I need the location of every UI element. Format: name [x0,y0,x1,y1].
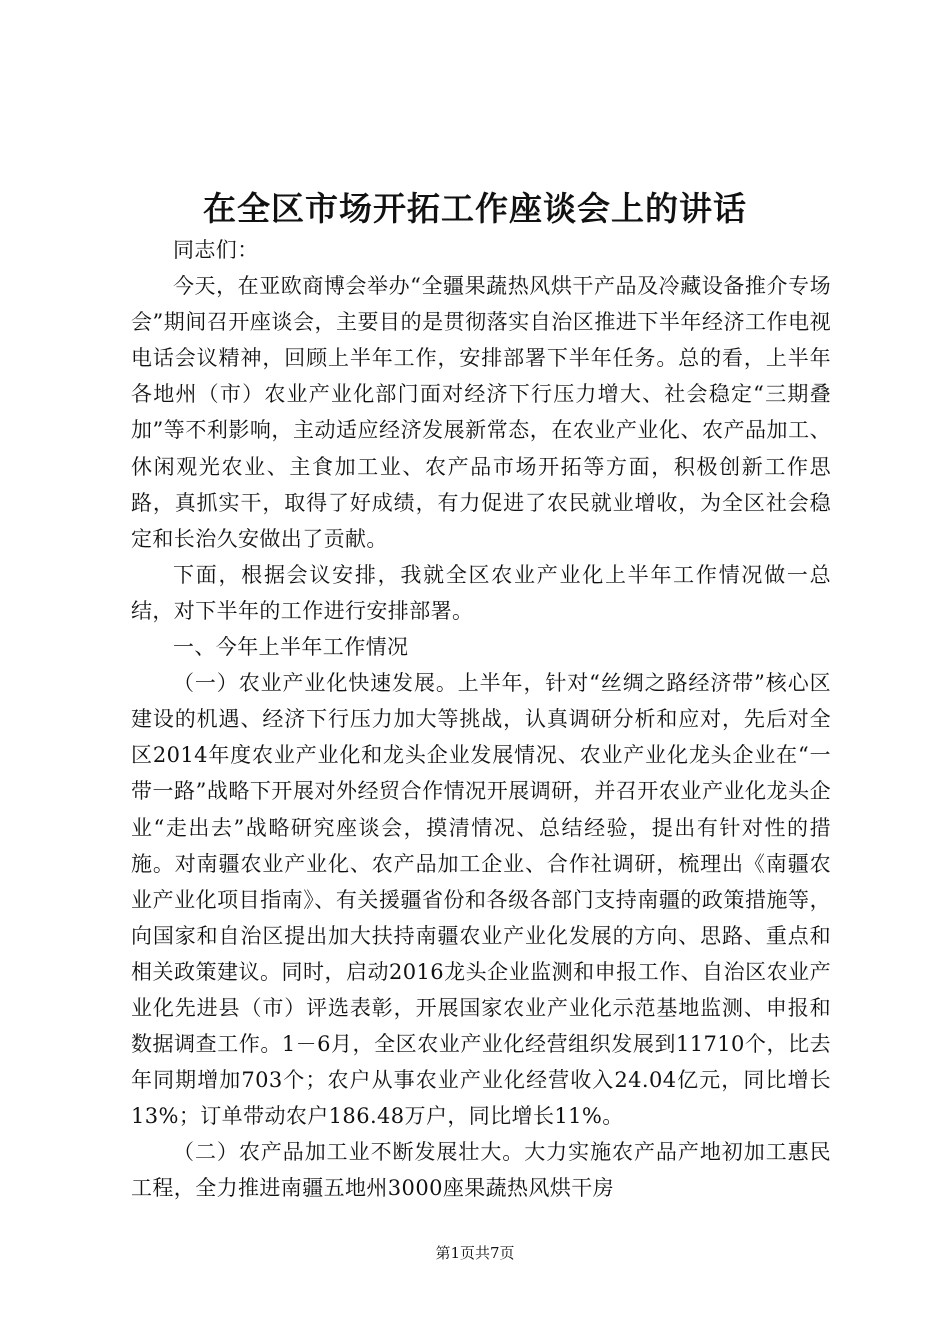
paragraph-subsection-2: （二）农产品加工业不断发展壮大。大力实施农产品产地初加工惠民工程，全力推进南疆五地州3000座果蔬热风烘干房 [131,1140,831,1201]
document-body [131,232,831,1207]
page-number: 第1页 [435,1244,475,1262]
paragraph-subsection-1: （一）农业产业化快速发展。上半年，针对“丝绸之路经济带”核心区建设的机遇、经济下行压力加大等挑战，认真调研分析和应对，先后对全区2014年度农业产业化和龙头企业发展情况、农业产业化龙头企业在“一带一路”战略下开展对外经贸合作情况开展调研，并召开农业产业化龙头企业“走出去”战略研究座谈会，摸清情况、总结经验，提出有针对性的措施。对南疆农业产业化、农产品加工企业、合作社调研，梳理出《南疆农业产业化项目指南》、有关援疆省份和各级各部门支持南疆的政策措施等，向国家和自治区提出加大扶持南疆农业产业化发展的方向、思路、重点和相关政策建议。同时，启动2016龙头企业监测和申报工作、自治区农业产业化先进县（市）评选表彰，开展国家农业产业化示范基地监测、申报和数据调查工作。1－6月，全区农业产业化经营组织发展到11710个，比去年同期增加703个；农户从事农业产业化经营收入24.04亿元，同比增长13%；订单带动农户186.48万户，同比增长11%。 [131,671,831,1129]
section-heading-1: 一、今年上半年工作情况 [173,635,409,660]
document-title: 在全区市场开拓工作座谈会上的讲话 [203,189,747,228]
paragraph-arrangement: 下面，根据会议安排，我就全区农业产业化上半年工作情况做一总结，对下半年的工作进行安排部署。 [131,562,831,623]
paragraph-intro: 今天，在亚欧商博会举办“全疆果蔬热风烘干产品及冷藏设备推介专场会”期间召开座谈会，主要目的是贯彻落实自治区推进下半年经济工作电视电话会议精神，回顾上半年工作，安排部署下半年任务。总的看，上半年各地州（市）农业产业化部门面对经济下行压力增大、社会稳定“三期叠加”等不利影响，主动适应经济发展新常态，在农业产业化、农产品加工、休闲观光农业、主食加工业、农产品市场开拓等方面，积极创新工作思路，真抓实干，取得了好成绩，有力促进了农民就业增收，为全区社会稳定和长治久安做出了贡献。 [131,274,831,551]
page-footer [0,1243,950,1263]
page-total: 共7页 [475,1244,515,1262]
salutation: 同志们： [173,238,259,262]
